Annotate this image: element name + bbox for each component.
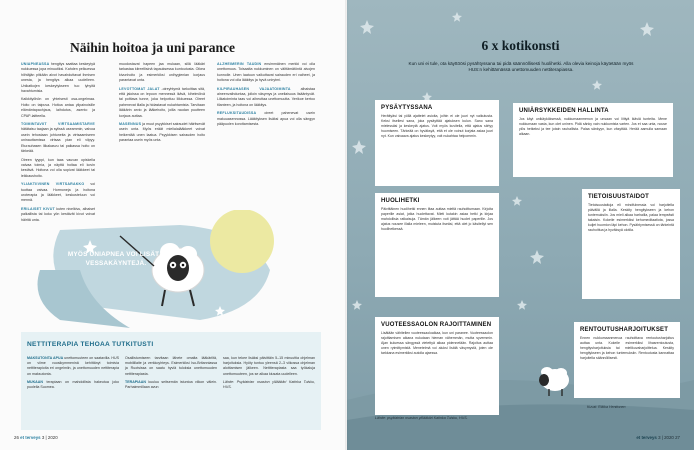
image-caption: Kuvat: Riikka Henttonen	[587, 405, 626, 409]
page-footer-left: 26 et terveys 3 | 2020	[14, 435, 58, 440]
tip-title: HUOLIHETKI	[381, 198, 420, 204]
article-column-3	[217, 62, 315, 130]
page-title-left: Näihin hoitoa ja uni parance	[70, 40, 236, 55]
tip-title: PYSÄYTYSSANA	[381, 105, 433, 111]
paragraph: REFLUKSITAUDISSA oireet pahenevat usein makuuasennossa. Lääkityksen lisäksi apua voi olla sängyn pääpuolen korottamisesta.	[217, 111, 315, 127]
tip-text: Herättyäsi tai yöllä ajattelet asioita, joihin ei ole juuri nyt vaikutusta. Keksi itsellesi sana, joka pysäyttää ajatuksen kulun. Sano sana mielessäsi ja keskeytä ajatus. Voit myös kuvitella, että ajatus siirtyy huomiseen. Tärkeää on hyväksyä, että et ole voinut korjata asiaa juuri nyt. Kun vaivaava ajatus keskeytyy, voit nukahtaa helpommin.	[381, 114, 493, 138]
tip-card-pysaytyssana	[375, 100, 499, 186]
moon-icon	[210, 210, 274, 273]
tip-title: TIETOISUUSTAIDOT	[588, 194, 649, 200]
paragraph: KILPIRAUHASEN VAJAATOIMINTA alhaistaa aineenvaihduntaa, jolloin väsymys ja uneliaisuus lisääntyvät. Liikatoiminta taas voi aiheuttaa unettomuutta. Verikoe kertoo tilanteen, ja hoitona on lääkitys.	[217, 86, 315, 107]
tip-card-uniarsykkeet	[513, 103, 673, 177]
page-title-right: 6 x kotikonsti	[481, 38, 560, 53]
paragraph: ALZHEIMERIN TAUDIN ensimmäinen merkki voi olla unettomuus. Toisaalta nukkuminen on välttämätöntä aivojen kunnolle. Unen laatuun vaikuttavat sairauden eri vaiheet, ja hoitona voi olla lääkitys ja hyvä unirytmi.	[217, 62, 316, 83]
source-note: Lähde: psykiatrian osaston ylilääkäri Katinka Tuisku, HUS.	[375, 416, 468, 420]
paragraph: LEVOTTOMAT JALAT -oireyhtymä tarkoittaa sitä, että jaloissa on lepoon mennessä ikävä, kihelmöivä tai polttava tunne, joka helpottuu liikkuessa. Oireet pahenevat illalla ja hidastavat nukahtamista. Tarvitaan lääkärin arvio ja lääkehoito, joilla raudan puutteen korjaus auttaa.	[119, 86, 206, 118]
tip-text: Päivittäinen huolihetki ennen iltaa auttaa mieltä rauhoittumaan. Kirjoita paperille asiat, jotka huolettavat. Mieti kutakin asiaa hetki ja kirjaa mahdollisia ratkaisuja. Tämän jälkeen voit jättää huolet paperille. Jos ajatus nousee illalla mieleen, muistuta itseäsi, että olet jo käsitellyt sen huolihetkessä.	[381, 207, 493, 231]
tip-card-vuoteessaolo	[375, 317, 499, 415]
tip-title: UNIÄRSYKKEIDEN HALLINTA	[519, 108, 609, 114]
tip-text: Jos käyt unikäyköksessä, nukkumaanmenon ja unsaan voi liittyä ikäviä tunteita. Mene nukkumaan vasta, kun olet uninen. Pidä sänky vain nukkumista varten. Jos et saa unta, nouse ylös hetkeksi ja tee jotain rauhallista. Palaa sänkyyn, kun väsyttää. Herää aamulla samaan aikaan.	[519, 117, 667, 136]
lede: Kun uni ei tule, ota käyttöösi pysähtyssana tai pidä säännöllisesti huolihetki. Alla olevia keinoja käytetään myös HUS:n kehittämässä unettomuuden nettiterapiassa.	[408, 61, 634, 73]
tip-text: Tietoisuustaitoja eli mindfulnessia voi harjoitella päivällä ja illalla. Keskity hengitykseen ja kehon tuntemuksiin. Jos mieli alkaa harhailla, palaa lempeästi takaisin. Kokeile esimerkiksi kehomeditaatiota, jossa kuljet huomion läpi kehon. Pysähtymisessä on tärkeintä rauhoittua ja hyväksyä olotila.	[588, 203, 674, 232]
right-page	[347, 0, 694, 450]
article-column-1	[21, 62, 95, 226]
article-column-2	[119, 62, 205, 147]
tip-title: RENTOUTUSHARJOITUKSET	[580, 327, 669, 333]
info-box-nettiterapia	[21, 332, 321, 430]
tip-card-tietoisuustaidot	[582, 189, 680, 299]
paragraph: Oireen tyyppi, kun taas vauvan opiskella vaivaa toimia, ja näyttä hoitaa eli kovin kestävä. Hoitona voi olla sopivat lääkkeet tai leikkaushoito.	[21, 157, 95, 178]
info-column-2: Osallistumiseen tarvitaan lähete omalta lääkäriltä, mobiililaite ja verkkoyhteys. Esimerkiksi Iso-Britanniassa ja Ruotsissa on saatu hyviä tuloksia unettomuuden nettiterapiasta. TERAPIAAN kuuluu seitsemän istuntoa viikon välein. Parhaimmillaan avun	[125, 356, 217, 390]
tip-card-rentoutus	[574, 322, 680, 398]
paragraph: TOIMINTAVIIT VIRTSAAMISTARVE hätätaisu taajaan ja sylissä useammin, valvoa usein tehostaan johtuneita ja virtsaamiseen uninauttamissa virtsaa pian eli viipyy. Eturauhasen liikakasvu tai paikassa hoito on tärkeää.	[21, 122, 95, 154]
info-column-3: saa, kun tekee lisäksi päivittäin 5–15 minuuttia ohjelman harjoituksia. Hyöty tuntuu yleensä 2–3 viikossa ohjelman aloittamisen jälkeen. Nettiterapiasta saa työkaluja unettomuuteen, jos se alkaa kiusata uudelleen. Lähde: Psykiatrian osaston ylilääkäri Katinka Tuisku, HUS.	[223, 356, 315, 390]
sheep-illustration	[20, 210, 320, 330]
paragraph: muodostavat hapeen jaa mukaan, sillä lääkäri tarkastaa kiireellisinä tapauksessa kuntoutusta. Oikea kivunhoito ja esimerkiksi unihygienian korjaus parantavat unta.	[119, 62, 205, 83]
paragraph: UNIAPNEASSA hengitys saattaa keskeytyä nukkuessa jopa minuutiksi. Kahden pelkuessa hiihtäjän pitkään alvot havahduttavat ihmisen unesta, ja hengitys alkaa uudelleen. Unikatkojen keskeytykseen tuo lyhyitä havahtumisia.	[21, 62, 95, 94]
paragraph: YLIAKTIIVINEN VIRTSARAKKO voi tuottaa vaivaa. Hormoneja ja hoitona uroterapia ja lääkkeet, keskusteluun voi mennä.	[21, 182, 96, 203]
tip-text: Lisätään vähitellen vuoteessaoloaikaa, kun uni paranee. Vuoteessaolon rajoittamisen aikana nukutaan hieman vähemmän, mutta syvemmin. Ajan kuluessa sängyssä vietettyä aikaa pidennetään. Rajoitus auttaa unen rytmittymistä. Menetelmä voi aluksi lisätä väsymystä, joten ole tarkkana esimerkiksi autolla ajaessa.	[381, 331, 493, 355]
tip-card-huolihetki	[375, 193, 499, 297]
tip-title: VUOTEESSAOLON RAJOITTAMINEN	[381, 322, 492, 328]
spread-gutter	[345, 0, 349, 450]
page-footer-right: et terveys 3 | 2020 27	[636, 435, 680, 440]
info-column-1: MAKSUTONTA APUA unettomuuteen on saatavilla. HUS on viime vuosikymmeninä kehittänyt toimivia nettiterapioita eri ongelmiin, ja unettomuuden nettiterapia on maksutonta. MUKAAN terapiaan on mahdollista hakeutua joko puolella Suomea.	[27, 356, 119, 390]
paragraph: MASENNUS ja muut psyykkiset sairaudet häiritsevät usein unta. Myös eräät mielialalääkkeet voivat heikentää unen laatua. Psyykkisen sairauden hoito parantaa usein myös unta.	[119, 122, 205, 143]
paragraph: Kaikkityöhön on yhteisesti osa-ongelmaa. Hoito on taipuva. Hoitoa antaa ylipainoisille elämäntapaohjaus, laihdutus, asento ja CPAP-laitteella.	[21, 97, 95, 118]
tip-text: Ennen nukkumaanmenoa rauhoittava rentoutusharjoitus auttaa unta. Kokeile esimerkiksi lihasrentoutusta, hengitysharjoituksia tai mielikuvaharjoittelua. Keskity hengitykseen ja kehon tuntemuksiin. Rentoutusta kannattaa harjoitella säännöllisesti.	[580, 336, 674, 360]
paragraph: ERILAISET KIVUT kuten nivelkivu, alhaiset palkallista tai koko yön kestävät kivut voivat häiritä unta.	[21, 206, 95, 222]
info-box-title: NETTITERAPIA TEHOAA TUTKITUSTI	[27, 341, 154, 348]
pull-quote: MYÖS UNIAPNEA VOI LISÄTÄ VESSAKÄYNTEJÄ.	[67, 251, 165, 267]
